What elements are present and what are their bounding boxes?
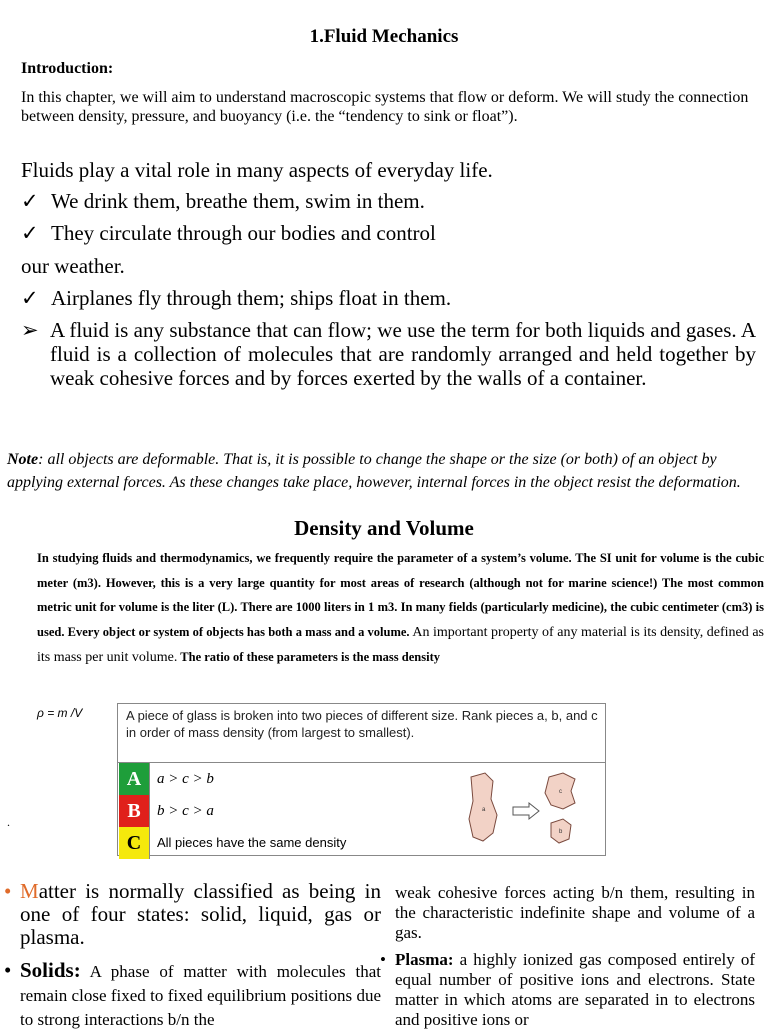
- option-text: b > c > a: [157, 803, 214, 819]
- option-letter: A: [119, 763, 149, 795]
- glass-piece-b-label: b: [559, 829, 563, 835]
- density-formula: ρ = m /V: [37, 706, 83, 720]
- fluid-definition-text: A fluid is any substance that can flow; we use the term for both liquids and gases. A fluid is a collection of molecules that are randomly arranged and held together by weak cohesive forces and by forces exerted by the walls of a container.: [50, 318, 756, 390]
- solids-text: [20, 959, 381, 1031]
- check-item: [21, 218, 436, 249]
- solids-bullet-item: [4, 959, 381, 1031]
- check-mark-icon: ✓: [21, 286, 39, 310]
- option-text: All pieces have the same density: [157, 835, 347, 850]
- solids-label: Solids:: [20, 958, 81, 982]
- quiz-question: A piece of glass is broken into two pieces of different size. Rank pieces a, b, and c in order of mass density (from largest to smallest).: [126, 708, 598, 740]
- option-divider: [149, 763, 150, 795]
- fluids-role-text: Fluids play a vital role in many aspects of everyday life.: [21, 158, 493, 182]
- bullet-icon: •: [4, 879, 12, 903]
- solids-description: A phase of matter with molecules that remain close fixed to fixed equilibrium positions due to strong interactions b/n the: [20, 962, 381, 1029]
- states-left-column: [4, 880, 381, 1031]
- page-title: 1.Fluid Mechanics: [309, 26, 459, 47]
- bullet-icon: •: [4, 958, 12, 982]
- arrow-bullet-icon: ➢: [21, 318, 39, 342]
- plasma-description: a highly ionized gas composed entirely of equal number of positive ions and electrons. State matter in which atoms are separated in to electrons and positive ions or: [395, 950, 755, 1029]
- note-paragraph: [7, 448, 765, 494]
- note-text: : all objects are deformable. That is, it is possible to change the shape or the size (or both) of an object by applying external forces. As these changes take place, however, internal forces in the object resist the deformation.: [7, 451, 741, 491]
- density-volume-text: [37, 546, 764, 671]
- check-mark-icon: ✓: [21, 221, 39, 245]
- check-mark-icon: ✓: [21, 189, 39, 213]
- matter-rest: atter is normally classified as being in one of four states: solid, liquid, gas or plasma.: [20, 879, 381, 949]
- weather-text: our weather.: [21, 254, 125, 278]
- quiz-box: [117, 703, 606, 856]
- option-text: a > c > b: [157, 771, 214, 787]
- glass-piece-c-label: c: [559, 789, 562, 795]
- arrow-right-icon: [513, 803, 539, 819]
- gas-continuation-text: weak cohesive forces acting b/n them, resulting in the characteristic indefinite shape and volume of a gas.: [395, 883, 755, 942]
- matter-bullet-item: [4, 880, 381, 949]
- check-item: [21, 186, 425, 217]
- density-volume-heading: Density and Volume: [294, 516, 474, 540]
- broken-glass-figure: [463, 771, 593, 851]
- option-letter: C: [119, 827, 149, 859]
- density-text-part1: In studying fluids and thermodynamics, we frequently require the parameter of a system’s volume. The SI unit for volume is the cubic meter (m3). However, this is a very large quantity for most areas of research (although not for marine science!) The most common metric unit for volume is the liter (L). There are 1000 liters in 1 m3. In many fields (particularly medicine), the cubic centimeter (cm3) is used. Every object or system of objects has both a mass and a volume.: [37, 551, 764, 639]
- plasma-bullet-item: [380, 950, 755, 1030]
- plasma-text: [395, 950, 755, 1030]
- stray-dot: .: [7, 815, 10, 829]
- check-item-text: Airplanes fly through them; ships float in them.: [51, 286, 452, 310]
- check-item: [21, 283, 451, 314]
- fluid-definition: [21, 318, 756, 390]
- check-item-text: They circulate through our bodies and control: [51, 221, 436, 245]
- glass-piece-a-label: a: [482, 807, 486, 813]
- option-letter: B: [119, 795, 149, 827]
- plasma-label: Plasma:: [395, 950, 454, 969]
- introduction-heading: Introduction:: [21, 60, 114, 77]
- states-right-column: [380, 883, 755, 1030]
- introduction-text: In this chapter, we will aim to understand macroscopic systems that flow or deform. We will study the connection between density, pressure, and buoyancy (i.e. the “tendency to sink or float”).: [21, 89, 749, 125]
- option-divider: [149, 795, 150, 827]
- bullet-icon: •: [380, 950, 386, 969]
- note-label: Note: [7, 451, 39, 468]
- check-item-text: We drink them, breathe them, swim in them.: [51, 189, 425, 213]
- density-text-part3: The ratio of these parameters is the mass density: [177, 650, 440, 664]
- matter-text: [20, 880, 381, 949]
- density-text-part2: An important property of any material is its density, defined as its mass per unit volume.: [37, 624, 764, 665]
- option-divider: [149, 827, 150, 859]
- matter-first-letter: M: [20, 879, 39, 903]
